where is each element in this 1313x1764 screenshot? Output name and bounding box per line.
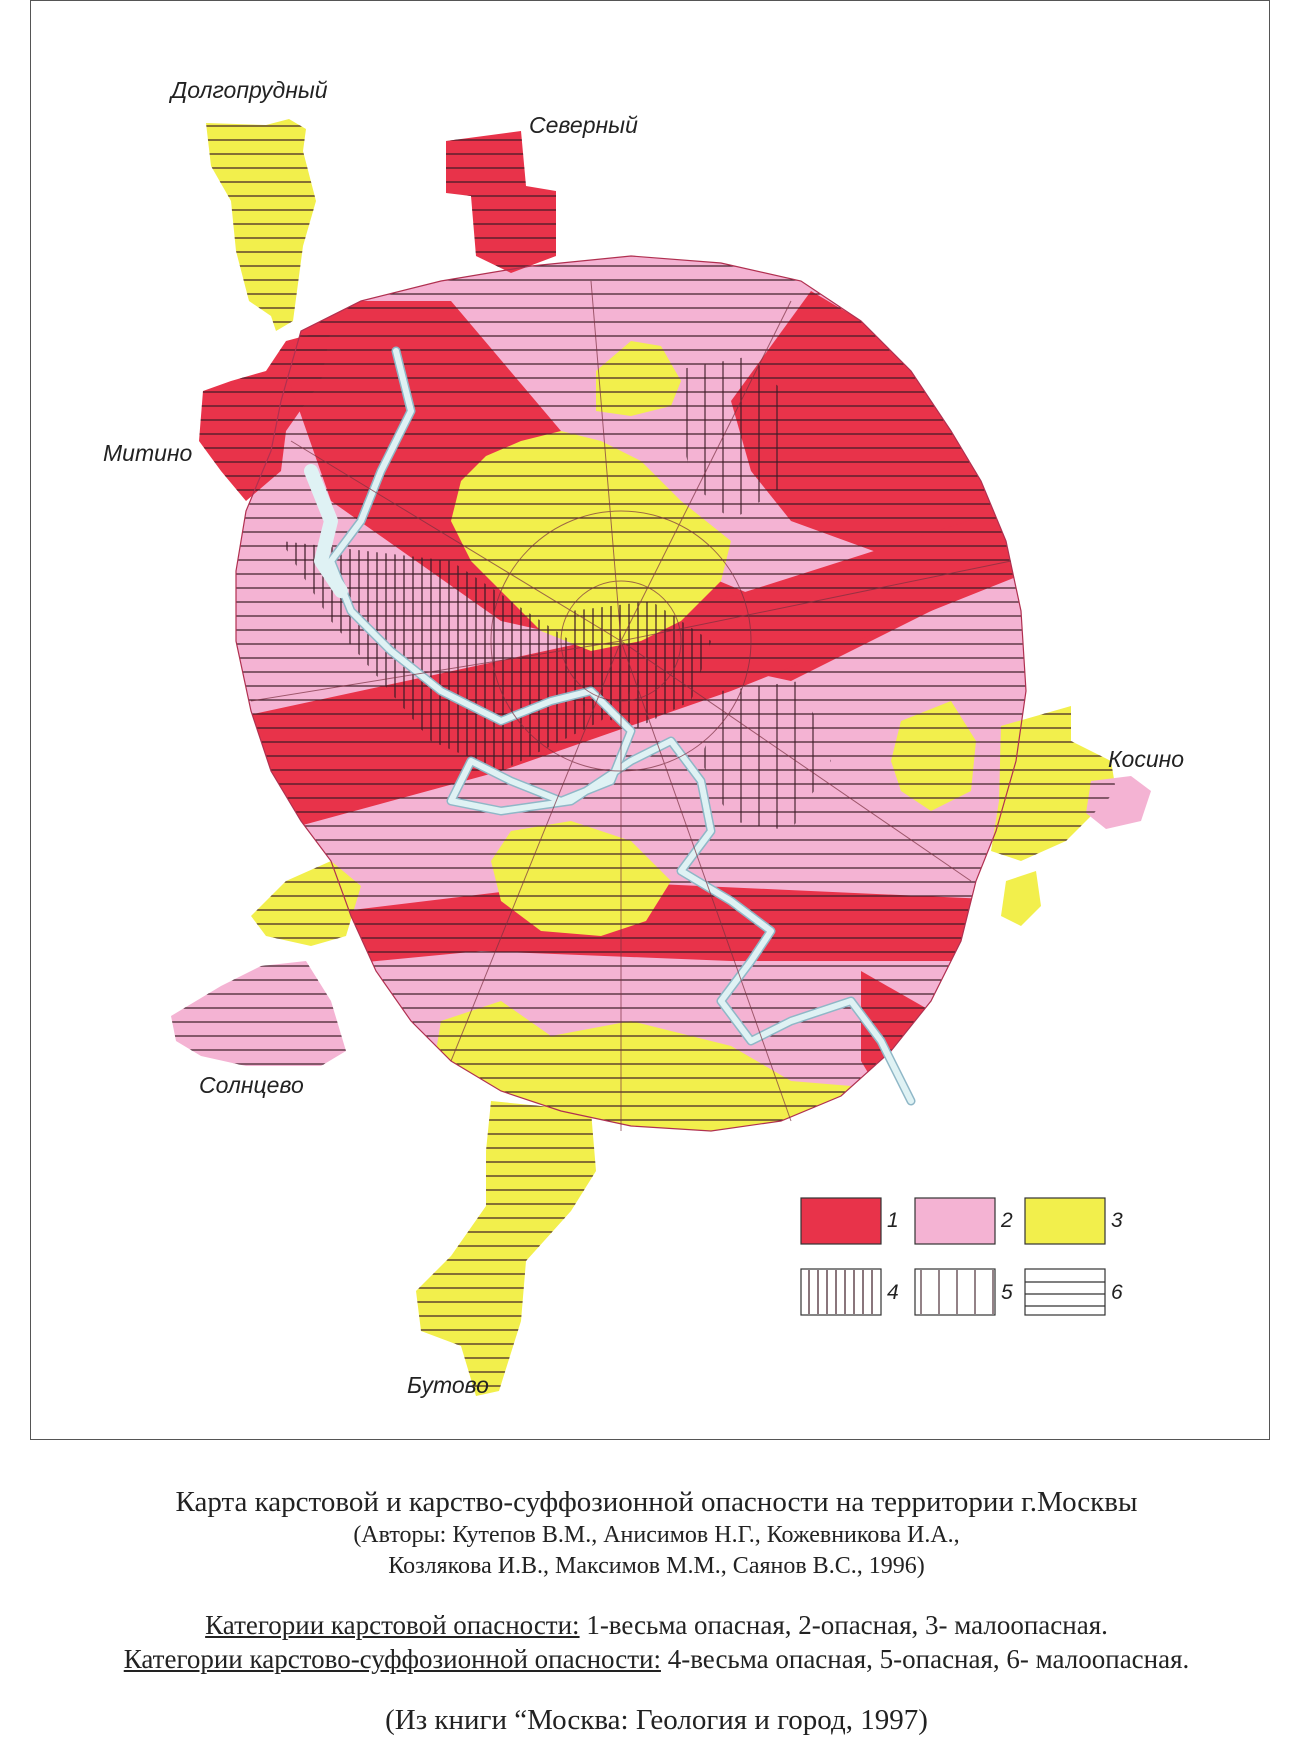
legend bbox=[801, 1198, 1123, 1315]
label-butovo: Бутово bbox=[407, 1372, 489, 1398]
legend-item-5 bbox=[915, 1269, 1013, 1315]
caption-authors-1: (Авторы: Кутепов В.М., Анисимов Н.Г., Кожевникова И.А., bbox=[353, 1522, 960, 1548]
label-kosino: Косино bbox=[1108, 746, 1185, 772]
legend-item-2 bbox=[915, 1198, 1013, 1244]
svg-text:2: 2 bbox=[1001, 1209, 1013, 1232]
caption-title: Карта карстовой и карство-суффозионной опасности на территории г.Москвы bbox=[175, 1486, 1138, 1518]
suffosion-categories-label: Категории карстово-суффозионной опасности: bbox=[123, 1644, 661, 1674]
svg-text:3: 3 bbox=[1111, 1209, 1123, 1232]
map-frame bbox=[30, 0, 1270, 1440]
svg-text:4: 4 bbox=[887, 1281, 899, 1304]
label-dolgoprudny: Долгопрудный bbox=[171, 77, 328, 103]
caption-source: (Из книги “Москва: Геология и город, 1997) bbox=[385, 1704, 928, 1736]
map-caption bbox=[0, 1484, 1313, 1738]
svg-text:5: 5 bbox=[1001, 1281, 1013, 1304]
label-mitino: Митино bbox=[103, 440, 193, 466]
caption-authors-2: Козлякова И.В., Максимов М.М., Саянов В.С., 1996) bbox=[388, 1553, 925, 1579]
legend-item-1 bbox=[801, 1198, 899, 1244]
legend-item-4 bbox=[801, 1269, 899, 1315]
karst-categories-label: Категории карстовой опасности: bbox=[205, 1610, 580, 1640]
karst-categories bbox=[0, 1608, 1313, 1642]
label-solntsevo: Солнцево bbox=[199, 1072, 304, 1098]
karst-hazard-map bbox=[31, 1, 1271, 1441]
legend-item-6 bbox=[1025, 1269, 1123, 1315]
east-notch bbox=[1001, 871, 1041, 926]
legend-item-3 bbox=[1025, 1198, 1123, 1244]
svg-text:6: 6 bbox=[1111, 1281, 1123, 1304]
label-severny: Северный bbox=[529, 112, 638, 138]
suffosion-categories bbox=[0, 1642, 1313, 1676]
suffosion-categories-values: 4-весьма опасная, 5-опасная, 6- малоопасная. bbox=[660, 1644, 1190, 1674]
karst-categories-values: 1-весьма опасная, 2-опасная, 3- малоопасная. bbox=[579, 1610, 1108, 1640]
svg-text:1: 1 bbox=[887, 1209, 899, 1232]
